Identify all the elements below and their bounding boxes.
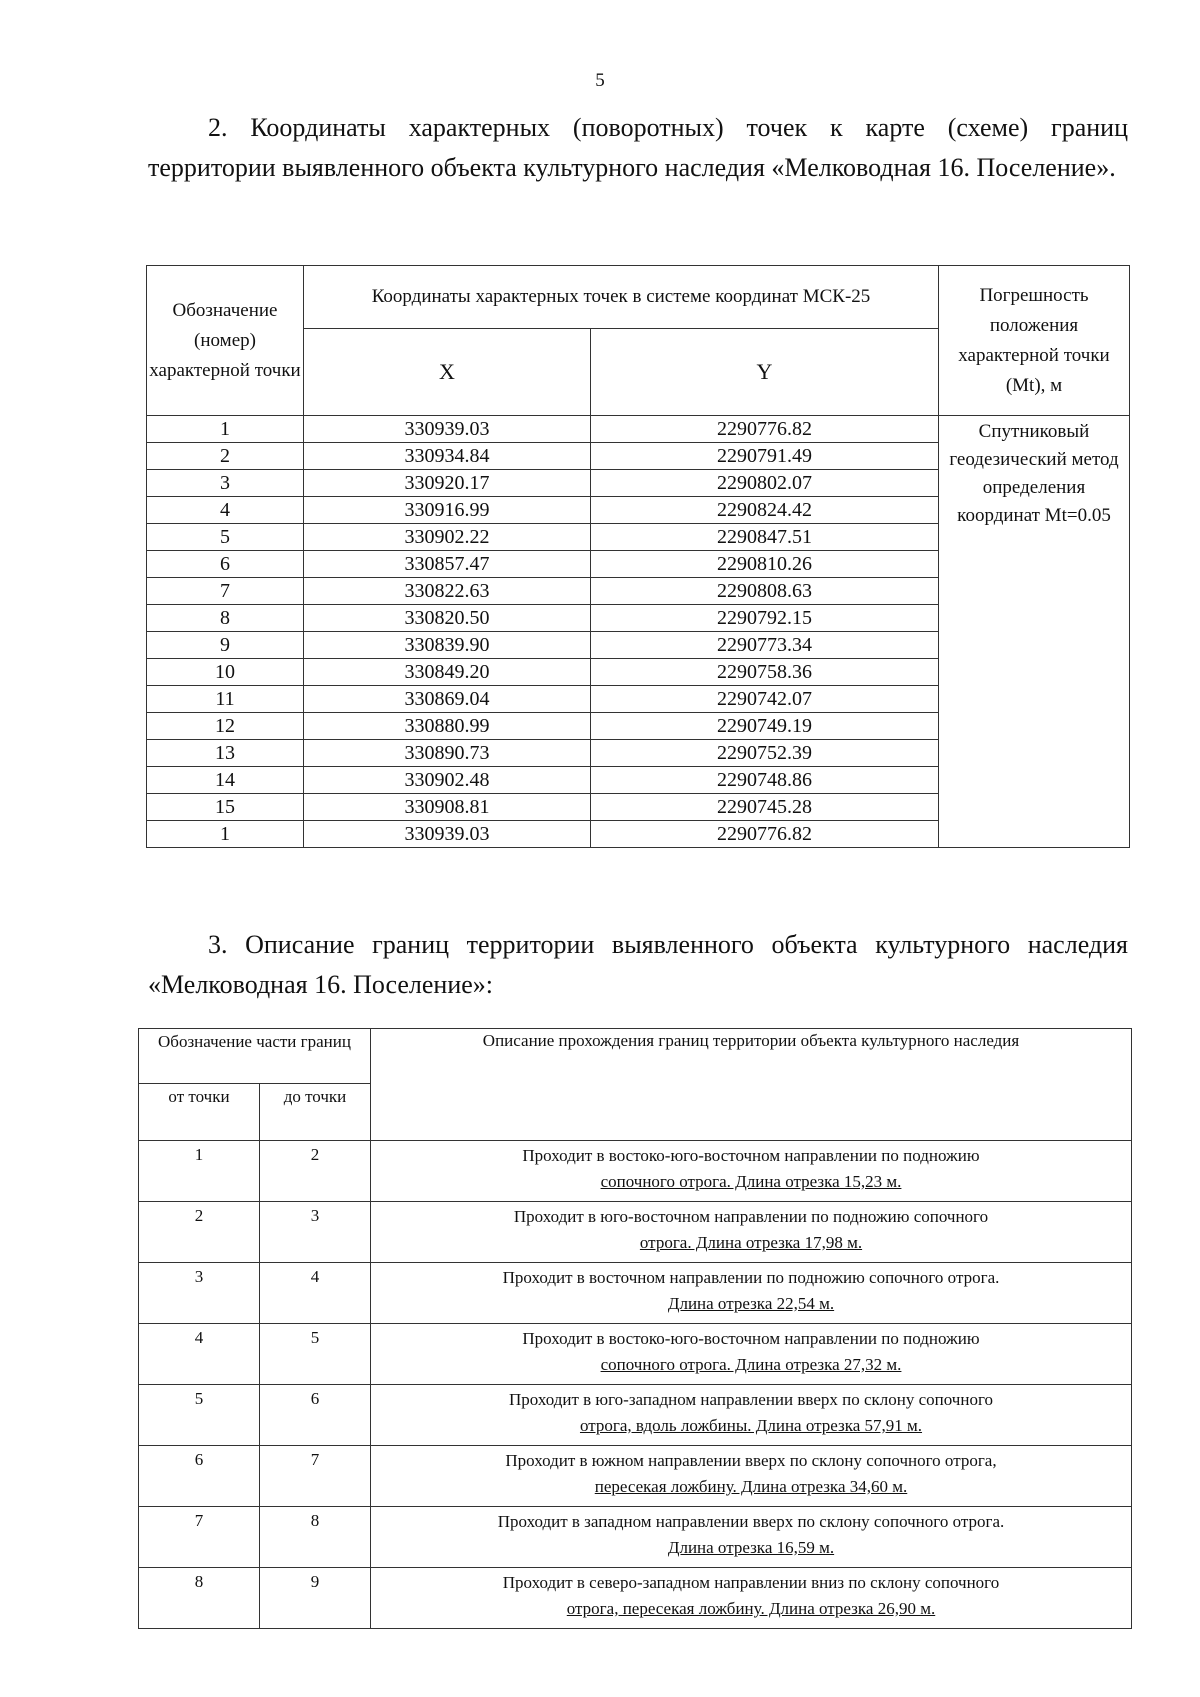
description-line-2: Длина отрезка 16,59 м.	[667, 1538, 835, 1557]
table-row	[139, 1507, 1132, 1568]
point-number-cell: 6	[147, 551, 304, 578]
from-point-cell: 2	[139, 1202, 260, 1263]
y-coordinate-cell: 2290773.34	[591, 632, 939, 659]
description-cell	[371, 1263, 1132, 1324]
header-accuracy: Погрешность положения характерной точки (Mt), м	[939, 266, 1130, 416]
y-coordinate-cell: 2290792.15	[591, 605, 939, 632]
point-number-cell: 1	[147, 416, 304, 443]
table-row	[139, 1324, 1132, 1385]
description-line-2: отрога, вдоль ложбины. Длина отрезка 57,91 м.	[579, 1416, 923, 1435]
x-coordinate-cell: 330920.17	[304, 470, 591, 497]
from-point-cell: 8	[139, 1568, 260, 1629]
x-coordinate-cell: 330849.20	[304, 659, 591, 686]
y-coordinate-cell: 2290748.86	[591, 767, 939, 794]
description-line-1: Проходит в востоко-юго-восточном направлении по подножию	[522, 1329, 980, 1348]
y-coordinate-cell: 2290776.82	[591, 416, 939, 443]
description-line-2: Длина отрезка 22,54 м.	[667, 1294, 835, 1313]
from-point-cell: 4	[139, 1324, 260, 1385]
table-row	[139, 1446, 1132, 1507]
point-number-cell: 9	[147, 632, 304, 659]
y-coordinate-cell: 2290752.39	[591, 740, 939, 767]
coordinates-table	[146, 265, 1130, 848]
y-coordinate-cell: 2290802.07	[591, 470, 939, 497]
description-cell	[371, 1385, 1132, 1446]
x-coordinate-cell: 330908.81	[304, 794, 591, 821]
x-coordinate-cell: 330939.03	[304, 821, 591, 848]
y-coordinate-cell: 2290791.49	[591, 443, 939, 470]
header-description: Описание прохождения границ территории объекта культурного наследия	[371, 1029, 1132, 1141]
x-coordinate-cell: 330902.22	[304, 524, 591, 551]
x-coordinate-cell: 330820.50	[304, 605, 591, 632]
from-point-cell: 3	[139, 1263, 260, 1324]
x-coordinate-cell: 330822.63	[304, 578, 591, 605]
x-coordinate-cell: 330934.84	[304, 443, 591, 470]
header-y: Y	[591, 329, 939, 416]
point-number-cell: 13	[147, 740, 304, 767]
header-coordinates: Координаты характерных точек в системе координат МСК-25	[304, 266, 939, 329]
from-point-cell: 6	[139, 1446, 260, 1507]
description-line-1: Проходит в восточном направлении по подножию сопочного отрога.	[502, 1268, 1000, 1287]
description-line-2: отрога. Длина отрезка 17,98 м.	[639, 1233, 863, 1252]
table-row	[139, 1263, 1132, 1324]
section-2-text: 2. Координаты характерных (поворотных) точек к карте (схеме) границ территории выявленного объекта культурного наследия «Мелководная 16. Поселение».	[148, 113, 1128, 182]
x-coordinate-cell: 330880.99	[304, 713, 591, 740]
y-coordinate-cell: 2290824.42	[591, 497, 939, 524]
from-point-cell: 1	[139, 1141, 260, 1202]
to-point-cell: 5	[260, 1324, 371, 1385]
x-coordinate-cell: 330869.04	[304, 686, 591, 713]
point-number-cell: 14	[147, 767, 304, 794]
point-number-cell: 5	[147, 524, 304, 551]
point-number-cell: 2	[147, 443, 304, 470]
point-number-cell: 3	[147, 470, 304, 497]
header-boundary-part: Обозначение части границ	[139, 1029, 371, 1084]
x-coordinate-cell: 330902.48	[304, 767, 591, 794]
description-cell	[371, 1202, 1132, 1263]
description-line-1: Проходит в востоко-юго-восточном направлении по подножию	[522, 1146, 980, 1165]
to-point-cell: 4	[260, 1263, 371, 1324]
description-line-2: сопочного отрога. Длина отрезка 15,23 м.	[600, 1172, 902, 1191]
to-point-cell: 2	[260, 1141, 371, 1202]
to-point-cell: 3	[260, 1202, 371, 1263]
table-row	[139, 1568, 1132, 1629]
description-line-1: Проходит в северо-западном направлении вниз по склону сопочного	[502, 1573, 1000, 1592]
header-to-point: до точки	[260, 1084, 371, 1141]
y-coordinate-cell: 2290749.19	[591, 713, 939, 740]
page-number: 5	[595, 70, 605, 91]
description-line-2: пересекая ложбину. Длина отрезка 34,60 м.	[594, 1477, 908, 1496]
description-line-1: Проходит в юго-восточном направлении по подножию сопочного	[513, 1207, 989, 1226]
accuracy-note-cell: Спутниковый геодезический метод определения координат Mt=0.05	[939, 416, 1130, 848]
description-cell	[371, 1507, 1132, 1568]
x-coordinate-cell: 330857.47	[304, 551, 591, 578]
y-coordinate-cell: 2290758.36	[591, 659, 939, 686]
x-coordinate-cell: 330839.90	[304, 632, 591, 659]
from-point-cell: 5	[139, 1385, 260, 1446]
y-coordinate-cell: 2290808.63	[591, 578, 939, 605]
table-row	[139, 1385, 1132, 1446]
y-coordinate-cell: 2290776.82	[591, 821, 939, 848]
point-number-cell: 1	[147, 821, 304, 848]
y-coordinate-cell: 2290742.07	[591, 686, 939, 713]
y-coordinate-cell: 2290847.51	[591, 524, 939, 551]
description-cell	[371, 1324, 1132, 1385]
point-number-cell: 15	[147, 794, 304, 821]
description-cell	[371, 1568, 1132, 1629]
to-point-cell: 8	[260, 1507, 371, 1568]
y-coordinate-cell: 2290810.26	[591, 551, 939, 578]
header-point-number: Обозначение (номер) характерной точки	[147, 266, 304, 416]
boundary-description-table	[138, 1028, 1132, 1629]
description-line-1: Проходит в западном направлении вверх по склону сопочного отрога.	[497, 1512, 1005, 1531]
description-cell	[371, 1446, 1132, 1507]
point-number-cell: 10	[147, 659, 304, 686]
section-3-heading	[148, 925, 1128, 1005]
table-row	[147, 416, 1130, 443]
to-point-cell: 9	[260, 1568, 371, 1629]
from-point-cell: 7	[139, 1507, 260, 1568]
table-row	[139, 1202, 1132, 1263]
point-number-cell: 8	[147, 605, 304, 632]
to-point-cell: 6	[260, 1385, 371, 1446]
section-3-text: 3. Описание границ территории выявленного объекта культурного наследия «Мелководная 16. Поселение»:	[148, 930, 1128, 999]
description-line-2: отрога, пересекая ложбину. Длина отрезка 26,90 м.	[566, 1599, 936, 1618]
point-number-cell: 12	[147, 713, 304, 740]
to-point-cell: 7	[260, 1446, 371, 1507]
point-number-cell: 4	[147, 497, 304, 524]
x-coordinate-cell: 330916.99	[304, 497, 591, 524]
header-from-point: от точки	[139, 1084, 260, 1141]
description-line-1: Проходит в южном направлении вверх по склону сопочного отрога,	[505, 1451, 997, 1470]
x-coordinate-cell: 330939.03	[304, 416, 591, 443]
description-line-2: сопочного отрога. Длина отрезка 27,32 м.	[600, 1355, 902, 1374]
header-x: X	[304, 329, 591, 416]
x-coordinate-cell: 330890.73	[304, 740, 591, 767]
description-line-1: Проходит в юго-западном направлении вверх по склону сопочного	[508, 1390, 993, 1409]
y-coordinate-cell: 2290745.28	[591, 794, 939, 821]
point-number-cell: 7	[147, 578, 304, 605]
description-cell	[371, 1141, 1132, 1202]
table-row	[139, 1141, 1132, 1202]
section-2-heading	[148, 108, 1128, 188]
point-number-cell: 11	[147, 686, 304, 713]
